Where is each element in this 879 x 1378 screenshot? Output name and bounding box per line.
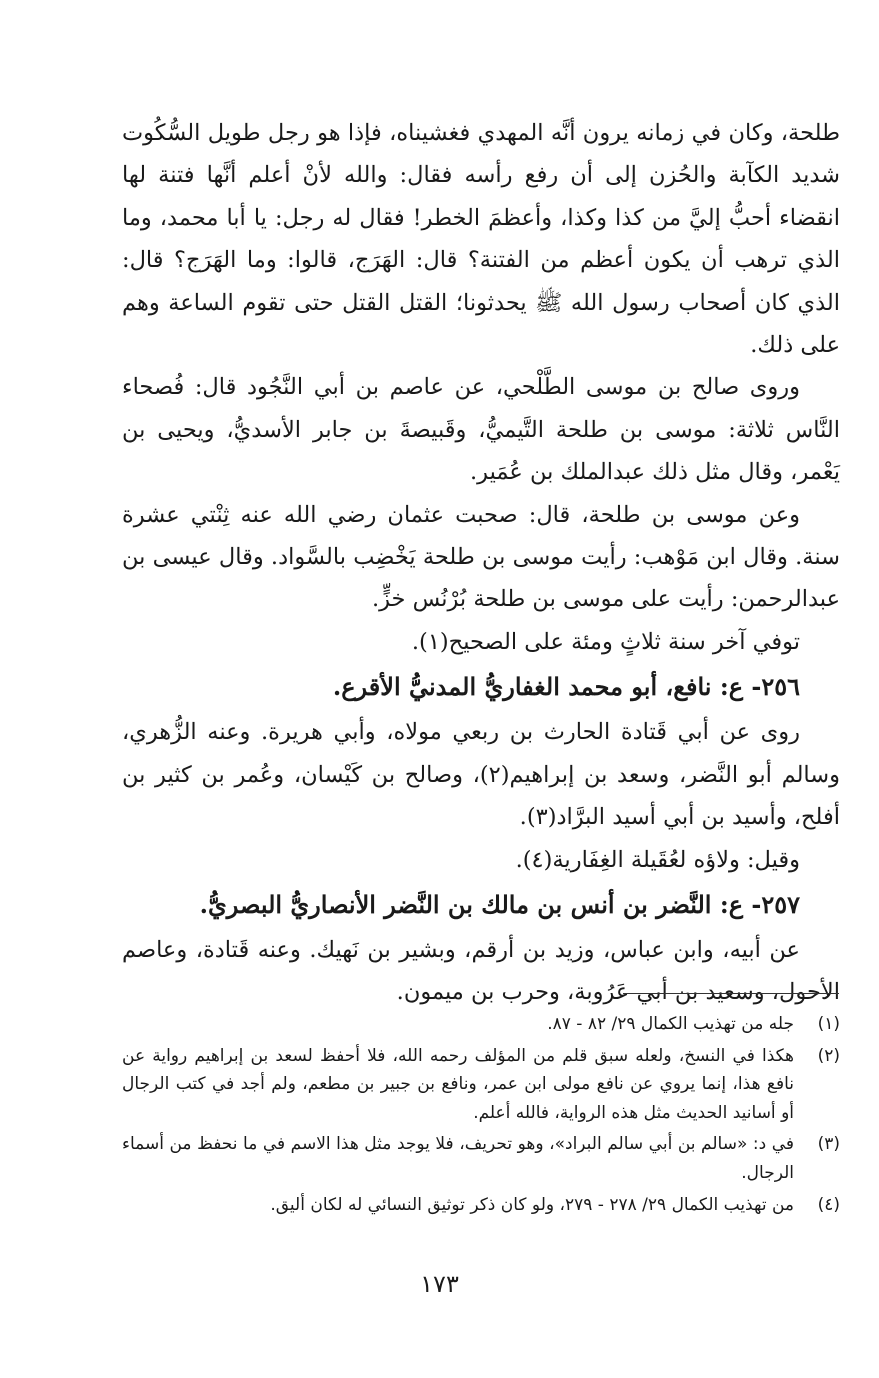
paragraph: وعن موسى بن طلحة، قال: صحبت عثمان رضي الله عنه ثِنْتي عشرة سنة. وقال ابن مَوْهب: رأيت موسى بن طلحة يَخْضِب بالسَّواد. وقال عيسى بن عبدالرحمن: رأيت على موسى بن طلحة بُرْنُس خزٍّ. (122, 501, 840, 613)
paragraph: وروى صالح بن موسى الطَّلْحي، عن عاصم بن أبي النَّجُود قال: فُصحاء النَّاس ثلاثة: موسى بن طلحة التَّيميُّ، وقَبيصةَ بن جابر الأسديُّ، ويحيى بن يَعْمر، وقال مثل ذلك عبدالملك بن عُمَير. (122, 374, 840, 486)
footnote (122, 1191, 840, 1220)
footnote-number: (٢) (817, 1045, 840, 1066)
footnote (122, 1130, 840, 1187)
page-number: ١٧٣ (420, 1270, 459, 1298)
footnotes (122, 1010, 840, 1222)
entry-heading: ٢٥٧- ع: النَّضر بن أنس بن مالك بن النَّضر الأنصاريُّ البصريُّ. (199, 889, 800, 919)
entry-heading: ٢٥٦- ع: نافع، أبو محمد الغفاريُّ المدنيُّ الأقرع. (332, 672, 800, 702)
footnote-text: في د: «سالم بن أبي سالم البراد»، وهو تحريف، فلا يوجد مثل هذا الاسم في ما نحفظ من أسماء الرجال. (122, 1134, 794, 1183)
footnote-text: هكذا في النسخ، ولعله سبق قلم من المؤلف رحمه الله، فلا أحفظ لسعد بن إبراهيم رواية عن نافع هذا، إنما يروي عن نافع مولى ابن عمر، ونافع بن جبير بن مطعم، ولم أجد في كتب الرجال أو أسانيد الحديث مثل هذه الرواية، فالله أعلم. (122, 1045, 794, 1123)
paragraph: طلحة، وكان في زمانه يرون أنَّه المهدي فغشيناه، فإذا هو رجل طويل السُّكُوت شديد الكآبة والحُزن إلى أن رفع رأسه فقال: والله لأنْ أعلم أنَّها فتنة لها انقضاء أحبُّ إليَّ من كذا وكذا، وأعظمَ الخطر! فقال له رجل: يا أبا محمد، وما الذي ترهب أن يكون أعظم من الفتنة؟ قال: الهَرَج، قالوا: وما الهَرَج؟ قال: الذي كان أصحاب رسول الله ﷺ يحدثونا؛ القتل القتل حتى تقوم الساعة وهم على ذلك. (122, 120, 840, 359)
paragraph: عن أبيه، وابن عباس، وزيد بن أرقم، وبشير بن نَهيك. وعنه قَتادة، وعاصم الأحول، وسعيد بن أبي عَرُوبة، وحرب بن ميمون. (122, 936, 840, 1006)
footnote (122, 1010, 840, 1039)
main-text (122, 112, 840, 1014)
footnote-text: جله من تهذيب الكمال ٢٩/ ٨٢ - ٨٧. (547, 1014, 794, 1034)
paragraph: وقيل: ولاؤه لعُقَيلة الغِفَارية(٤). (515, 846, 800, 873)
footnote-text: من تهذيب الكمال ٢٩/ ٢٧٨ - ٢٧٩، ولو كان ذكر توثيق النسائي له لكان أليق. (270, 1194, 794, 1215)
footnote-divider (623, 993, 839, 994)
paragraph: توفي آخر سنة ثلاثٍ ومئة على الصحيح(١). (411, 628, 800, 655)
paragraph: روى عن أبي قَتادة الحارث بن ربعي مولاه، وأبي هريرة. وعنه الزُّهري، وسالم أبو النَّضر، وسعد بن إبراهيم(٢)، وصالح بن كَيْسان، وعُمر بن كثير بن أفلح، وأسيد بن أبي أسيد البرَّاد(٣). (122, 719, 840, 831)
footnote-number: (٣) (817, 1134, 840, 1155)
footnote (122, 1042, 840, 1128)
footnote-number: (٤) (817, 1194, 840, 1215)
footnote-number: (١) (817, 1014, 840, 1034)
